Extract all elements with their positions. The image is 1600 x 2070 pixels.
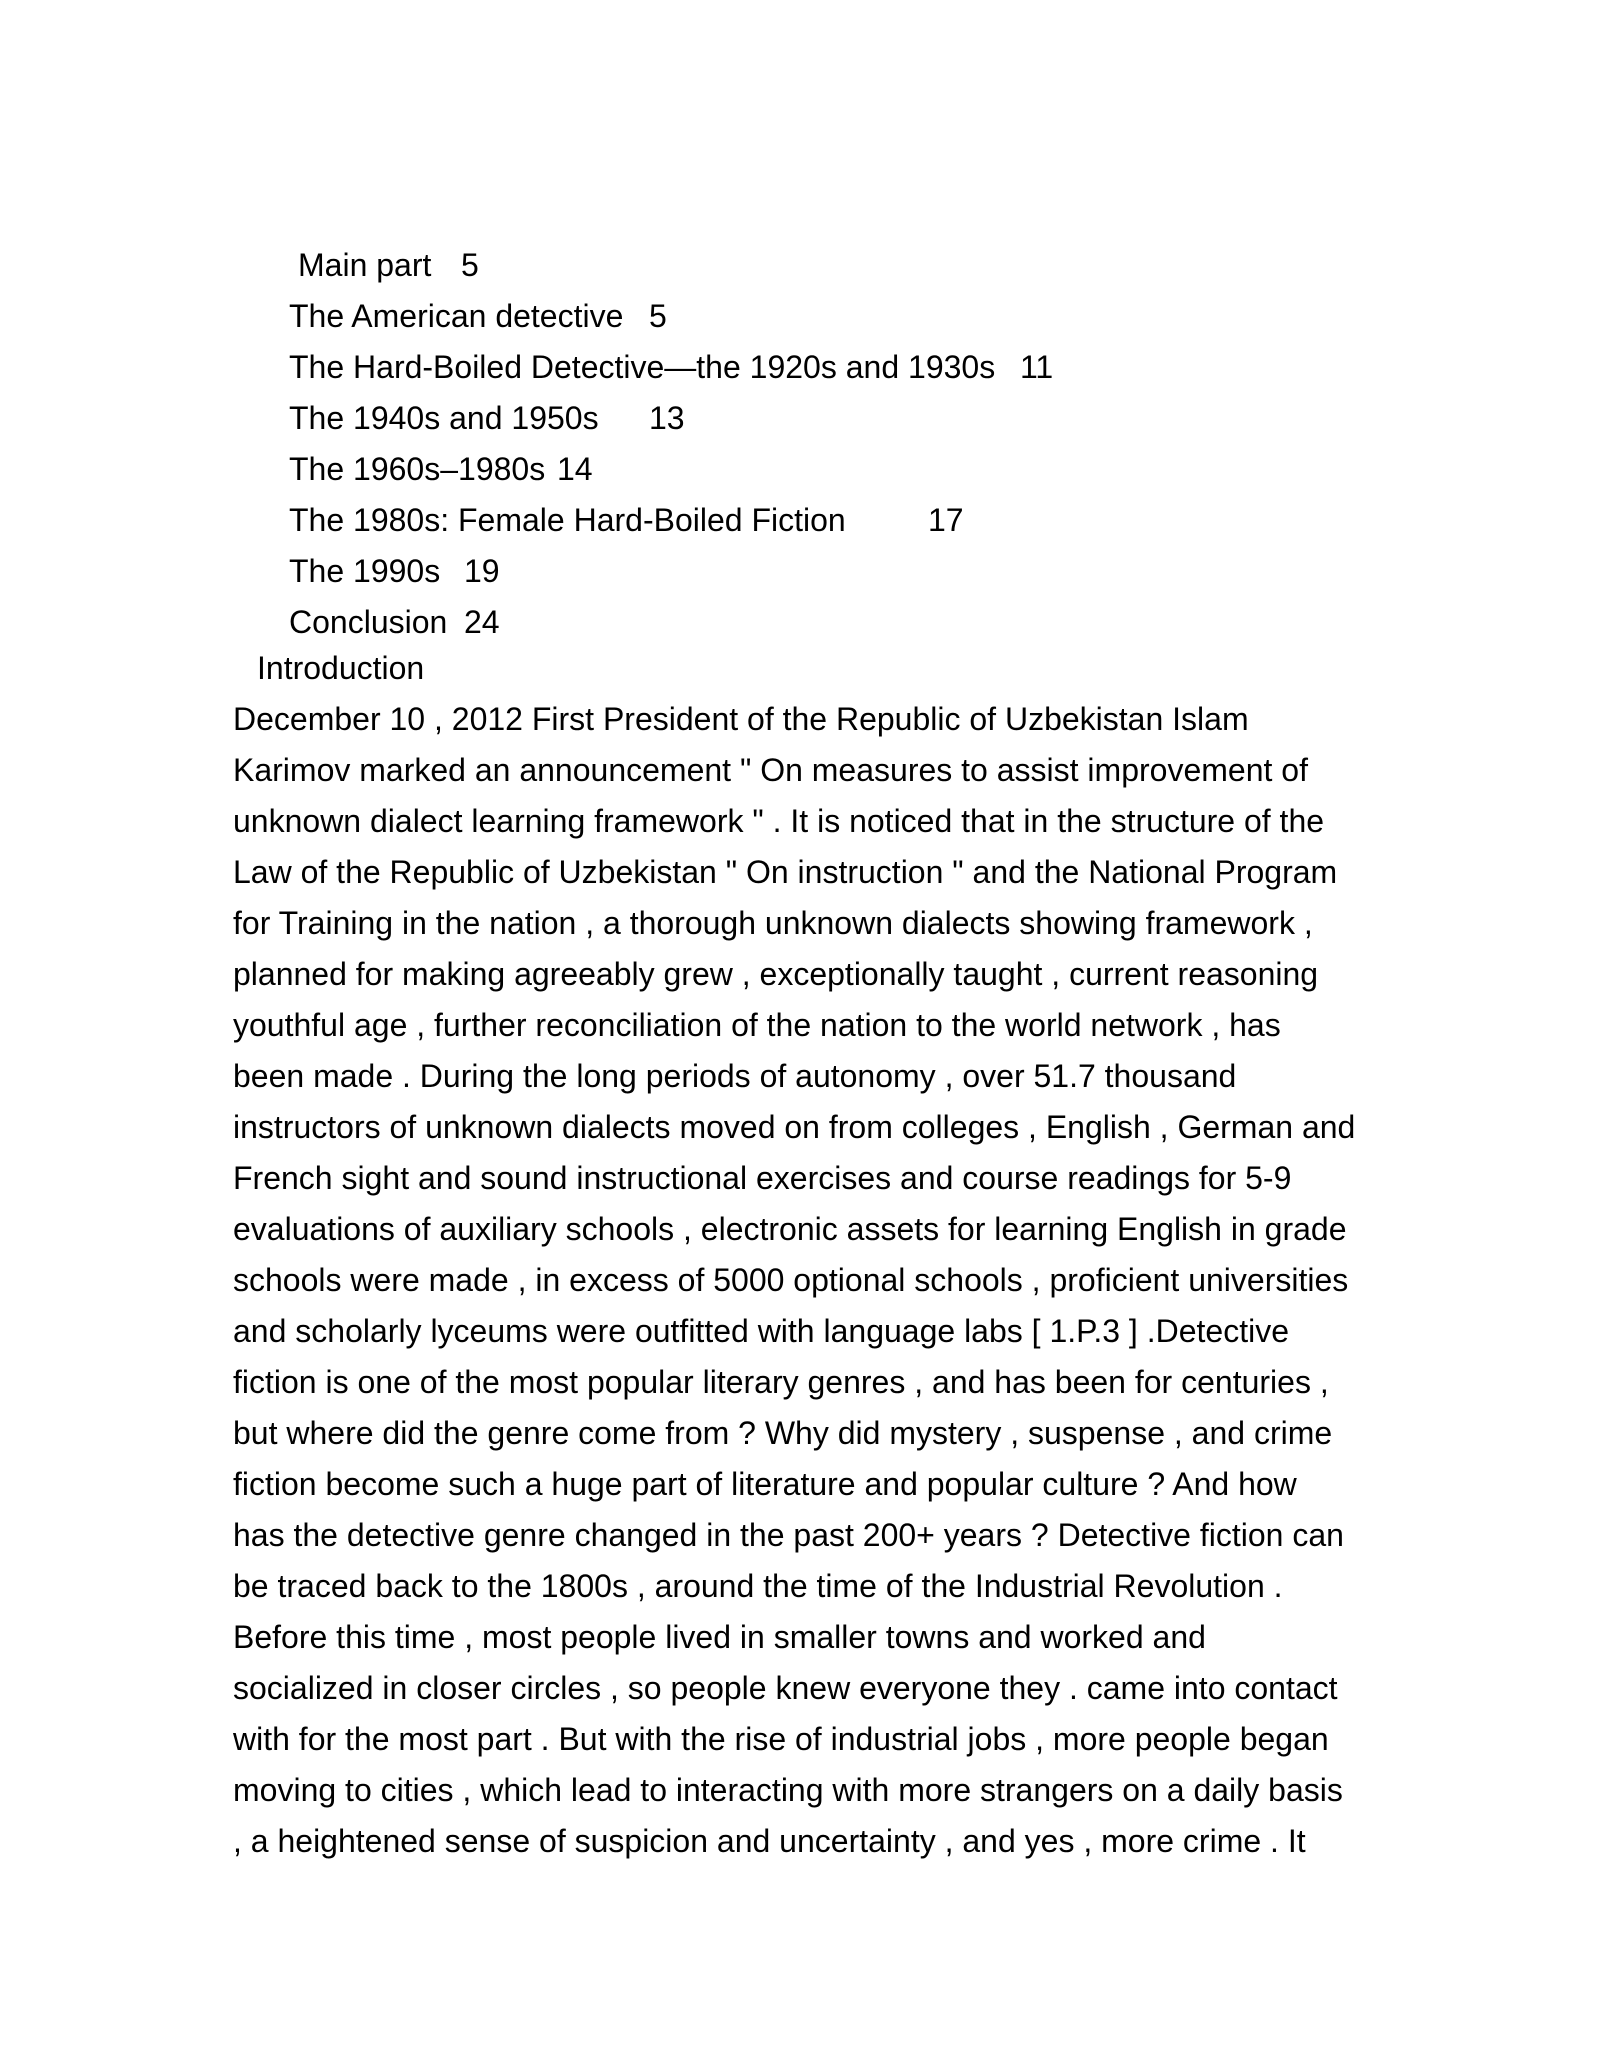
text-line: Before this time , most people lived in smaller towns and worked and [233,1619,1206,1655]
toc-entry-page: 5 [649,298,667,334]
toc-entry-title: Main part [298,247,432,283]
text-line: Law of the Republic of Uzbekistan " On instruction " and the National Program [233,854,1338,890]
text-line: fiction is one of the most popular literary genres , and has been for centuries , [233,1364,1329,1400]
toc-entry-title: The 1990s [289,553,441,589]
toc-entry-page: 24 [464,604,500,640]
text-line: for Training in the nation , a thorough unknown dialects showing framework , [233,905,1313,941]
text-line: instructors of unknown dialects moved on from colleges , English , German and [233,1109,1356,1145]
text-line: Karimov marked an announcement " On measures to assist improvement of [233,752,1308,788]
introduction-body [233,694,1423,1867]
text-line: but where did the genre come from ? Why did mystery , suspense , and crime [233,1415,1333,1451]
text-line: socialized in closer circles , so people knew everyone they . came into contact [233,1670,1338,1706]
toc-entry-title: The Hard-Boiled Detective—the 1920s and 1930s [289,349,996,385]
text-line: and scholarly lyceums were outfitted with language labs [ 1.P.3 ] .Detective [233,1313,1289,1349]
toc-entry-page: 19 [464,553,500,589]
toc-entry-page: 17 [928,502,964,538]
toc-entry-title: The American detective [289,298,624,334]
text-line: youthful age , further reconciliation of the nation to the world network , has [233,1007,1281,1043]
text-line: planned for making agreeably grew , exceptionally taught , current reasoning [233,956,1319,992]
text-line: evaluations of auxiliary schools , electronic assets for learning English in grade [233,1211,1347,1247]
toc-entry-page: 14 [557,451,593,487]
text-line: been made . During the long periods of autonomy , over 51.7 thousand [233,1058,1237,1094]
text-line: December 10 , 2012 First President of the Republic of Uzbekistan Islam [233,701,1249,737]
text-line: French sight and sound instructional exercises and course readings for 5-9 [233,1160,1292,1196]
text-line: moving to cities , which lead to interacting with more strangers on a daily basis [233,1772,1343,1808]
toc-entry-title: The 1980s: Female Hard-Boiled Fiction [289,502,846,538]
introduction-heading: Introduction [257,650,425,686]
text-line: with for the most part . But with the rise of industrial jobs , more people began [233,1721,1329,1757]
text-line: fiction become such a huge part of literature and popular culture ? And how [233,1466,1297,1502]
toc-entry-title: Conclusion [289,604,448,640]
text-line: schools were made , in excess of 5000 optional schools , proficient universities [233,1262,1349,1298]
text-line: , a heightened sense of suspicion and uncertainty , and yes , more crime . It [233,1823,1306,1859]
toc-entry-title: The 1960s–1980s [289,451,546,487]
toc-entry-page: 11 [1020,349,1054,385]
text-line: unknown dialect learning framework " . It is noticed that in the structure of the [233,803,1325,839]
toc-entry-page: 13 [649,400,685,436]
text-line: be traced back to the 1800s , around the time of the Industrial Revolution . [233,1568,1283,1604]
toc-entry-title: The 1940s and 1950s [289,400,599,436]
toc-entry-page: 5 [461,247,479,283]
text-line: has the detective genre changed in the past 200+ years ? Detective fiction can [233,1517,1344,1553]
